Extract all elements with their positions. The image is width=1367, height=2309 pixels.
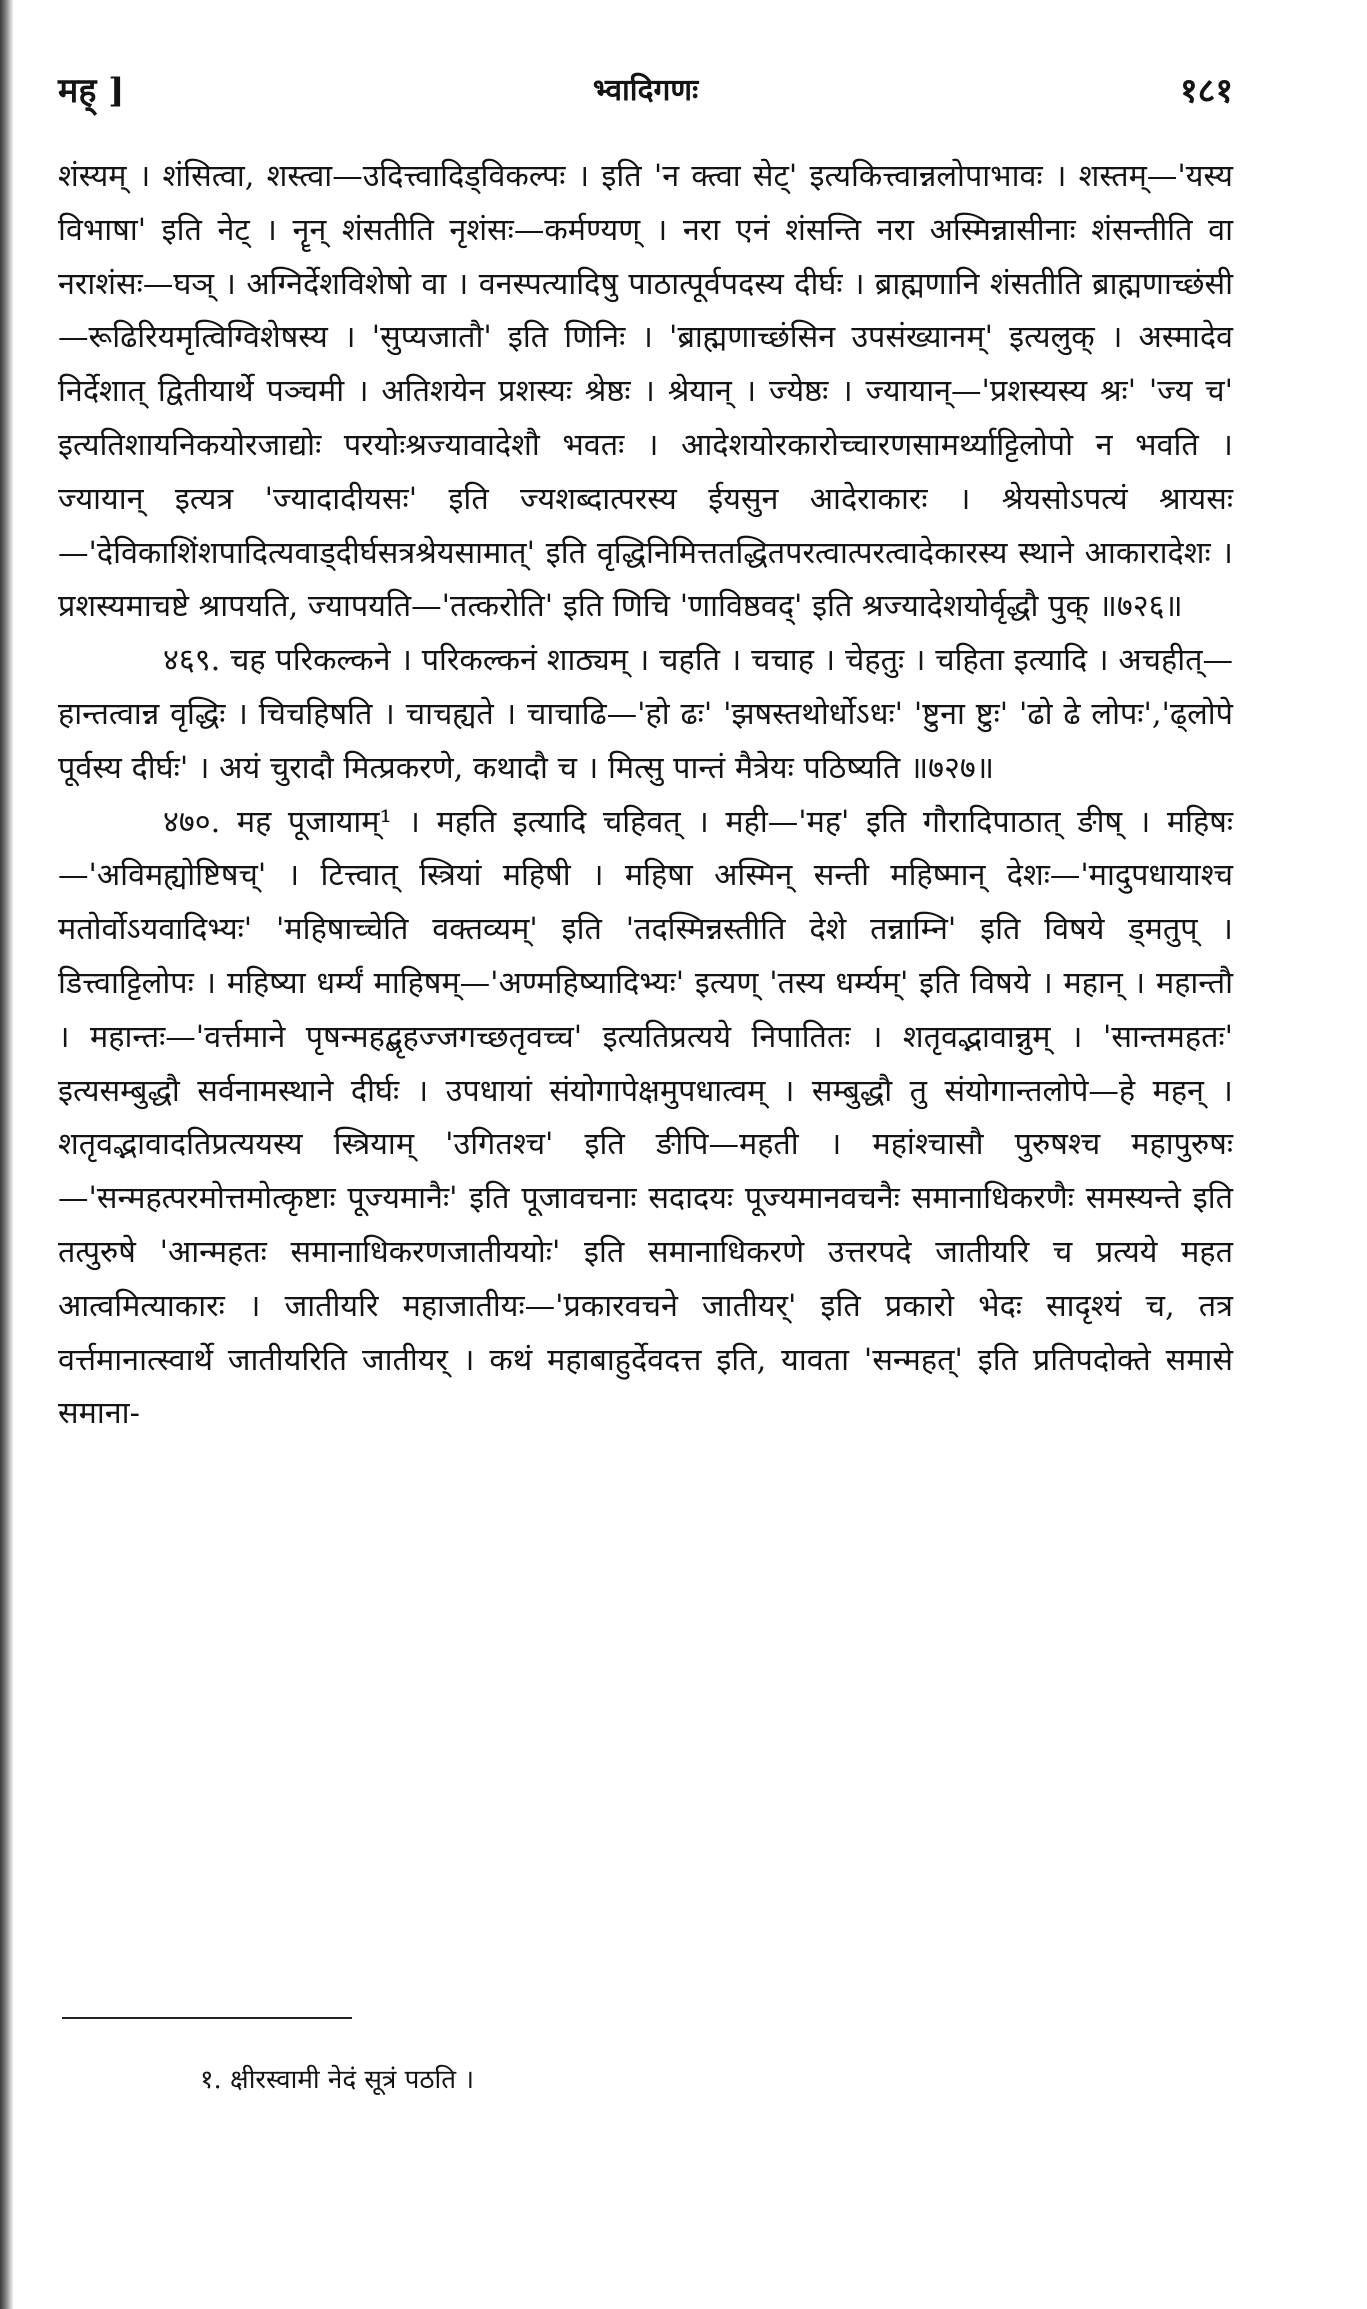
paragraph-469-chah: ४६९. चह परिकल्कने । परिकल्कनं शाठ्यम् । चहति । चचाह । चेहतुः । चहिता इत्यादि । अचहीत्—हान्तत्वान्न वृद्धिः । चिचहिषति । चाचह्यते । चाचाढि—'हो ढः' 'झषस्तथोर्धोऽधः' 'ष्टुना ष्टुः' 'ढो ढे लोपः','ढ्लोपे पूर्वस्य दीर्घः' । अयं चुरादौ मित्प्रकरणे, कथादौ च । मित्सु पान्तं मैत्रेयः पठिष्यति ॥७२७॥ [58,643,1233,786]
footnote-divider [62,2017,352,2019]
footnote: १. क्षीरस्वामी नेदं सूत्रं पठति । [200,2065,475,2095]
header-root-word: मह् ] [58,71,125,111]
header-chapter-title: भ्वादिगणः [592,73,699,108]
running-header [58,66,1233,126]
page-number: १८१ [1179,71,1233,111]
page-edge-shadow [0,0,14,2309]
paragraph-shams-continuation: शंस्यम् । शंसित्वा, शस्त्वा—उदित्त्वादिड्विकल्पः । इति 'न क्त्वा सेट्' इत्यकित्त्वान्नलोपाभावः । शस्तम्—'यस्य विभाषा' इति नेट् । नॄन् शंसतीति नृशंसः—कर्मण्यण् । नरा एनं शंसन्ति नरा अस्मिन्नासीनाः शंसन्तीति वा नराशंसः—घञ् । अग्निर्देशविशेषो वा । वनस्पत्यादिषु पाठात्पूर्वपदस्य दीर्घः । ब्राह्मणानि शंसतीति ब्राह्मणाच्छंसी—रूढिरियमृत्विग्विशेषस्य । 'सुप्यजातौ' इति णिनिः । 'ब्राह्मणाच्छंसिन उपसंख्यानम्' इत्यलुक् । अस्मादेव निर्देशात् द्वितीयार्थे पञ्चमी । अतिशयेन प्रशस्यः श्रेष्ठः । श्रेयान् । ज्येष्ठः । ज्यायान्—'प्रशस्यस्य श्रः' 'ज्य च' इत्यतिशायनिकयोरजाद्योः परयोःश्रज्यावादेशौ भवतः । आदेशयोरकारोच्चारणसामर्थ्याट्टिलोपो न भवति । ज्यायान् इत्यत्र 'ज्यादादीयसः' इति ज्यशब्दात्परस्य ईयसुन आदेराकारः । श्रेयसोऽपत्यं श्रायसः—'देविकाशिंशपादित्यवाड्दीर्घसत्रश्रेयसामात्' इति वृद्धिनिमित्ततद्धितपरत्वात्परत्वादेकारस्य स्थाने आकारादेशः । प्रशस्यमाचष्टे श्रापयति, ज्यापयति—'तत्करोति' इति णिचि 'णाविष्ठवद्' इति श्रज्यादेशयोर्वृद्धौ पुक् ॥७२६॥ [58,159,1233,625]
main-text [58,150,1233,1441]
paragraph-470-mah: ४७०. मह पूजायाम्¹ । महति इत्यादि चहिवत् । मही—'मह' इति गौरादिपाठात् ङीष् । महिषः—'अविमह्योष्टिषच्' । टित्त्वात् स्त्रियां महिषी । महिषा अस्मिन् सन्ती महिष्मान् देशः—'मादुपधायाश्च मतोर्वोऽयवादिभ्यः' 'महिषाच्चेति वक्तव्यम्' इति 'तदस्मिन्नस्तीति देशे तन्नाम्नि' इति विषये ड्मतुप् । डित्त्वाट्टिलोपः । महिष्या धर्म्यं माहिषम्—'अण्महिष्यादिभ्यः' इत्यण् 'तस्य धर्म्यम्' इति विषये । महान् । महान्तौ । महान्तः—'वर्त्तमाने पृषन्महद्बृहज्जगच्छतृवच्च' इत्यतिप्रत्यये निपातितः । शतृवद्भावान्नुम् । 'सान्तमहतः' इत्यसम्बुद्धौ सर्वनामस्थाने दीर्घः । उपधायां संयोगापेक्षमुपधात्वम् । सम्बुद्धौ तु संयोगान्तलोपे—हे महन् । शतृवद्भावादतिप्रत्ययस्य स्त्रियाम् 'उगितश्च' इति ङीपि—महती । महांश्चासौ पुरुषश्च महापुरुषः—'सन्महत्परमोत्तमोत्कृष्टाः पूज्यमानैः' इति पूजावचनाः सदादयः पूज्यमानवचनैः समानाधिकरणैः समस्यन्ते इति तत्पुरुषे 'आन्महतः समानाधिकरणजातीययोः' इति समानाधिकरणे उत्तरपदे जातीयरि च प्रत्यये महत आत्वमित्याकारः । जातीयरि महाजातीयः—'प्रकारवचने जातीयर्' इति प्रकारो भेदः सादृश्यं च, तत्र वर्त्तमानात्स्वार्थे जातीयरिति जातीयर् । कथं महाबाहुर्देवदत्त इति, यावता 'सन्महत्' इति प्रतिपदोक्ते समासे समाना- [58,804,1233,1432]
